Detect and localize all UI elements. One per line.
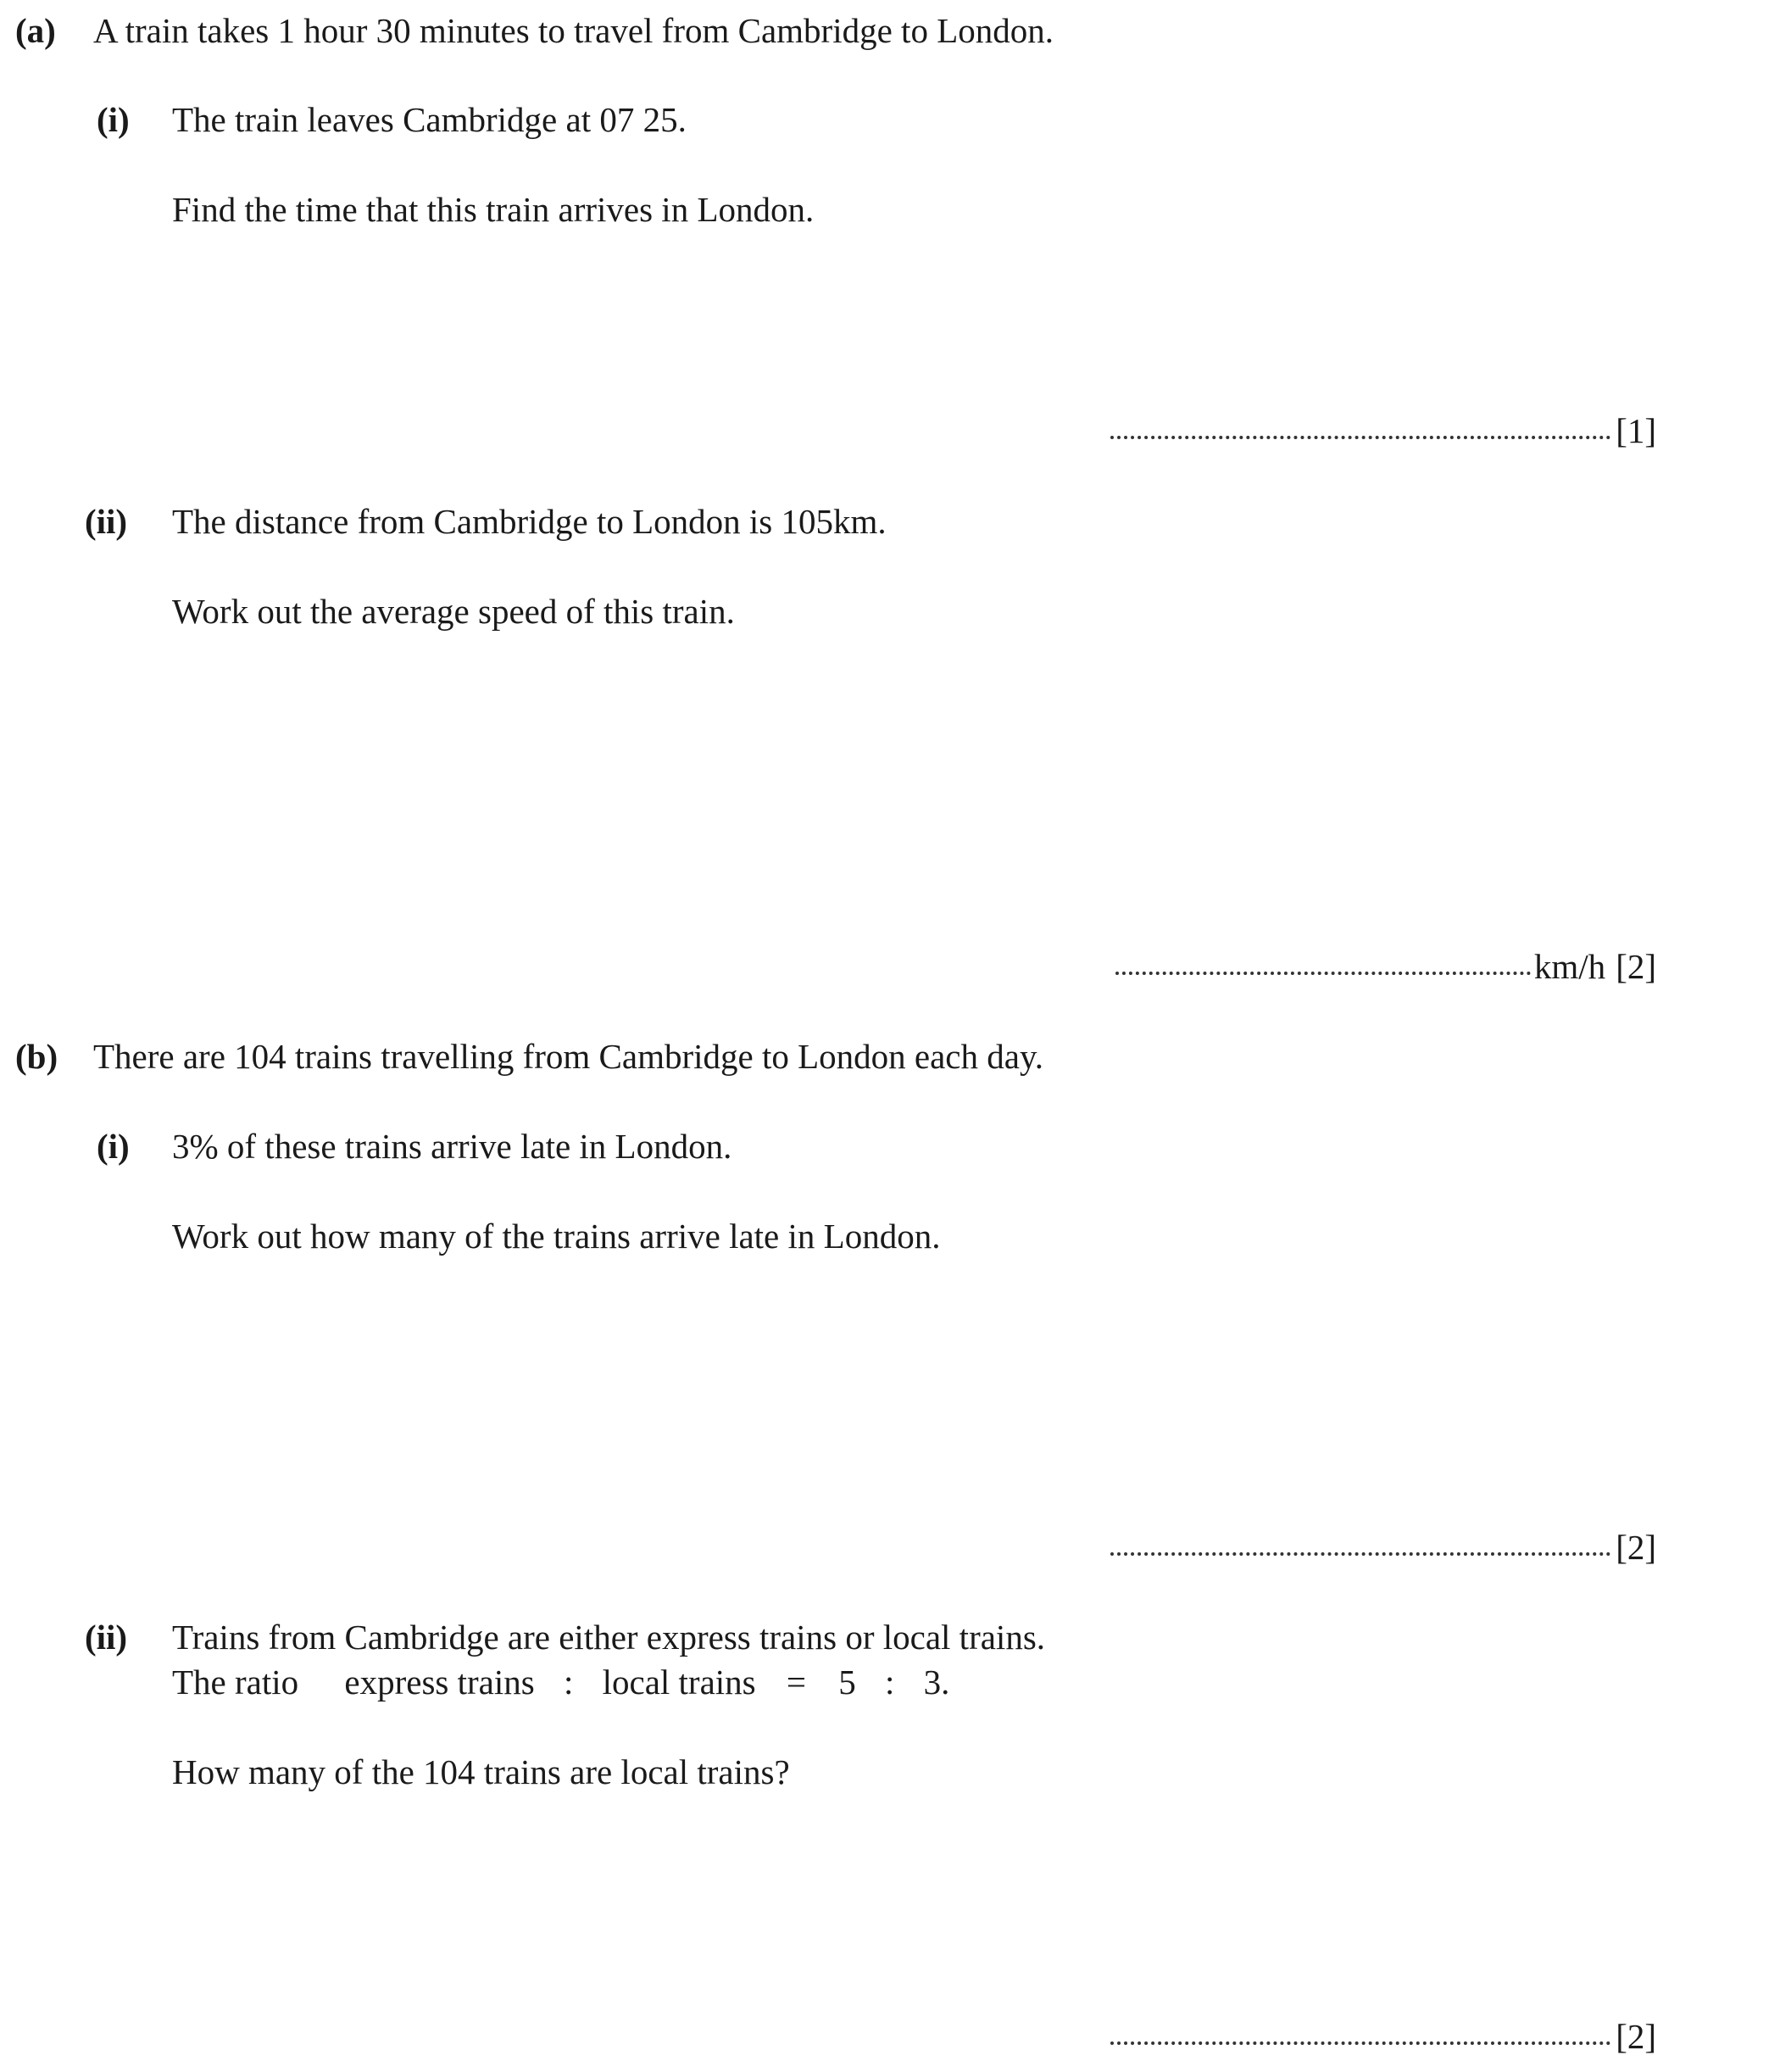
part-b-ii-line3: How many of the 104 trains are local trains?	[172, 1752, 790, 1791]
part-a-ii-answer-line[interactable]	[1115, 947, 1656, 986]
ratio-left-term: express trains	[344, 1663, 535, 1702]
part-b-i-line1: 3% of these trains arrive late in London.	[172, 1127, 732, 1166]
answer-dotted-line[interactable]	[1110, 1552, 1610, 1556]
part-a-ii-marks: [2]	[1616, 947, 1656, 986]
part-b-ii-answer-line[interactable]	[1110, 2019, 1656, 2054]
part-a-text: A train takes 1 hour 30 minutes to travel from Cambridge to London.	[93, 11, 1054, 50]
ratio-equals: =	[786, 1663, 807, 1702]
part-a-ii-unit: km/h	[1533, 947, 1606, 986]
part-a-i-answer-line[interactable]	[1110, 411, 1656, 450]
ratio-statement	[172, 1665, 949, 1700]
part-a-i-label: (i)	[97, 100, 130, 139]
part-a-i-line2: Find the time that this train arrives in London.	[172, 190, 815, 229]
part-b-i-answer-line[interactable]	[1110, 1530, 1656, 1565]
part-b-text: There are 104 trains travelling from Cambridge to London each day.	[93, 1037, 1044, 1076]
part-a-i-marks: [1]	[1616, 411, 1656, 450]
part-a-i-line1: The train leaves Cambridge at 07 25.	[172, 100, 687, 139]
answer-dotted-line[interactable]	[1110, 436, 1610, 439]
ratio-value-b: 3.	[923, 1663, 950, 1702]
part-b-i-label: (i)	[97, 1127, 130, 1166]
ratio-value-a: 5	[838, 1663, 856, 1702]
answer-dotted-line[interactable]	[1115, 972, 1531, 975]
ratio-right-term: local trains	[602, 1663, 756, 1702]
ratio-colon-2: :	[885, 1663, 895, 1702]
ratio-colon: :	[563, 1663, 574, 1702]
part-b-i-marks: [2]	[1616, 1528, 1656, 1567]
part-b-label: (b)	[15, 1037, 58, 1076]
part-a-ii-line1: The distance from Cambridge to London is 105km.	[172, 502, 887, 541]
part-b-i-line2: Work out how many of the trains arrive late in London.	[172, 1217, 941, 1256]
part-a-ii-label: (ii)	[85, 502, 128, 541]
ratio-intro: The ratio	[172, 1663, 299, 1702]
part-b-ii-line1: Trains from Cambridge are either express trains or local trains.	[172, 1618, 1046, 1657]
part-b-ii-label: (ii)	[85, 1618, 128, 1657]
part-a-ii-line2: Work out the average speed of this train.	[172, 592, 735, 631]
part-b-ii-marks: [2]	[1616, 2017, 1656, 2056]
part-a-label: (a)	[15, 11, 56, 50]
answer-dotted-line[interactable]	[1110, 2041, 1610, 2045]
